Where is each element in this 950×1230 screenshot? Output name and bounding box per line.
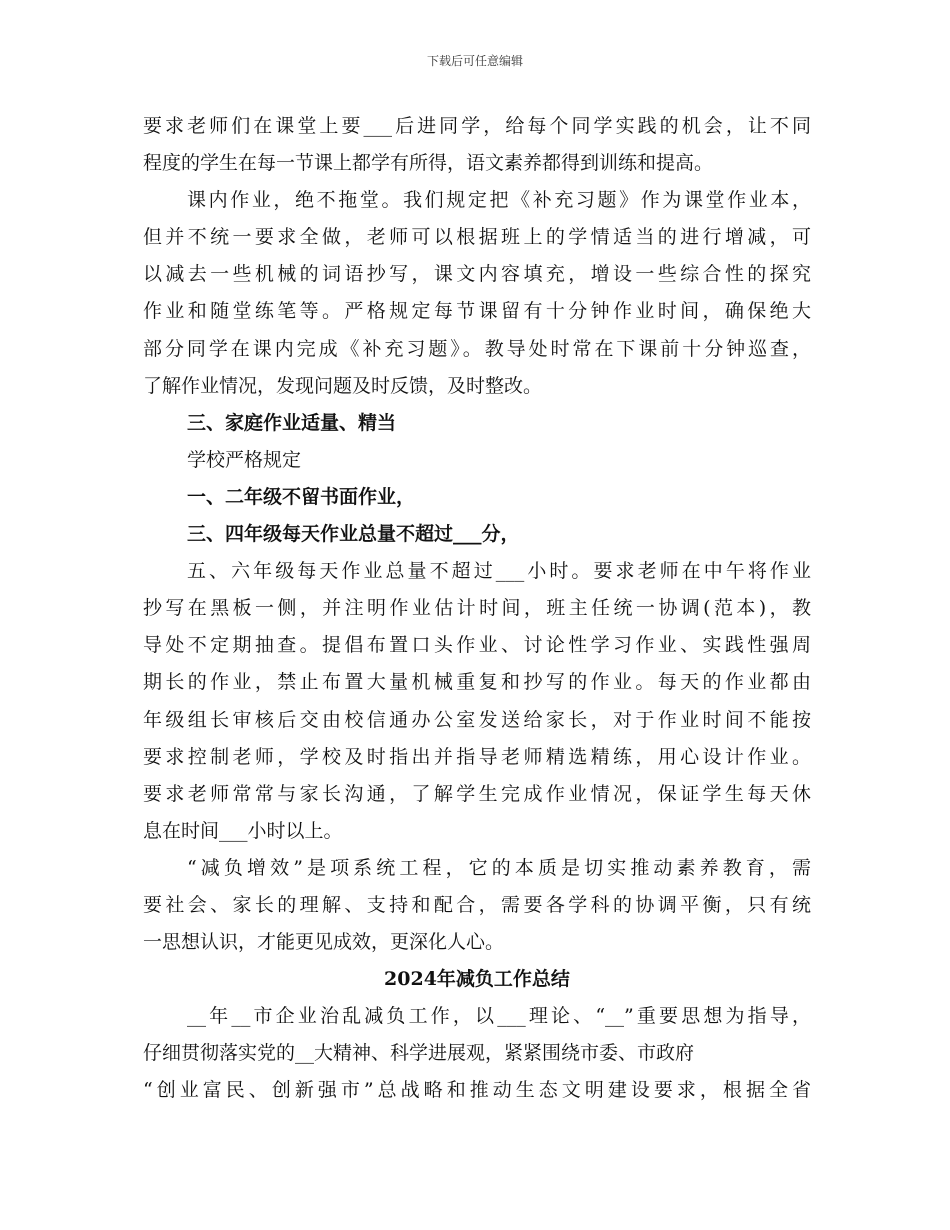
paragraph-line: 仔细贯彻落实党的__大精神、科学进展观，紧紧围绕市委、市政府 [143, 1042, 695, 1065]
paragraph-line: 期长的作业，禁止布置大量机械重复和抄写的作业。每天的作业都由 [143, 671, 811, 694]
paragraph-line: 学校严格规定 [187, 448, 302, 471]
paragraph-line: 作业和随堂练笔等。严格规定每节课留有十分钟作业时间，确保绝大 [143, 300, 811, 323]
page-header: 下载后可任意编辑 [426, 54, 523, 68]
document-title: 2024年减负工作总结 [384, 968, 570, 991]
paragraph-line: 要求老师常常与家长沟通，了解学生完成作业情况，保证学生每天休 [143, 782, 811, 805]
paragraph-line: 程度的学生在每一节课上都学有所得，语文素养都得到训练和提高。 [143, 152, 714, 175]
paragraph-line: 年级组长审核后交由校信通办公室发送给家长，对于作业时间不能按 [143, 708, 811, 731]
paragraph-line: 要求老师们在课堂上要___后进同学，给每个同学实践的机会，让不同 [143, 115, 811, 137]
paragraph-line: 但并不统一要求全做，老师可以根据班上的学情适当的进行增减，可 [143, 226, 811, 249]
paragraph-line: 要社会、家长的理解、支持和配合，需要各学科的协调平衡，只有统 [143, 893, 811, 916]
paragraph-line: “创业富民、创新强市”总战略和推动生态文明建设要求，根据全省 [143, 1079, 811, 1102]
paragraph-line: 课内作业，绝不拖堂。我们规定把《补充习题》作为课堂作业本， [187, 189, 811, 212]
paragraph-line: 部分同学在课内完成《补充习题》。教导处时常在下课前十分钟巡查， [143, 337, 811, 360]
paragraph-line: 了解作业情况，发现问题及时反馈，及时整改。 [143, 374, 543, 397]
paragraph-line: 要求控制老师，学校及时指出并指导老师精选精练，用心设计作业。 [143, 745, 811, 768]
section-heading: 三、家庭作业适量、精当 [187, 411, 397, 434]
paragraph-line: 导处不定期抽查。提倡布置口头作业、讨论性学习作业、实践性强周 [143, 634, 811, 657]
paragraph-line: 抄写在黑板一侧，并注明作业估计时间，班主任统一协调(范本)，教 [143, 597, 811, 620]
paragraph-line: __年__市企业治乱减负工作，以___理论、“__”重要思想为指导， [187, 1005, 811, 1028]
rule-line: 三、四年级每天作业总量不超过___分， [187, 523, 520, 546]
paragraph-line: “减负增效”是项系统工程，它的本质是切实推动素养教育，需 [187, 856, 811, 879]
document-body [143, 108, 811, 1110]
paragraph-line: 一思想认识，才能更见成效，更深化人心。 [143, 931, 505, 954]
paragraph-line: 息在时间___小时以上。 [143, 819, 343, 842]
paragraph-line: 五、六年级每天作业总量不超过___小时。要求老师在中午将作业 [187, 560, 811, 583]
paragraph-line: 以减去一些机械的词语抄写，课文内容填充，增设一些综合性的探究 [143, 263, 811, 286]
rule-line: 一、二年级不留书面作业， [187, 485, 416, 508]
